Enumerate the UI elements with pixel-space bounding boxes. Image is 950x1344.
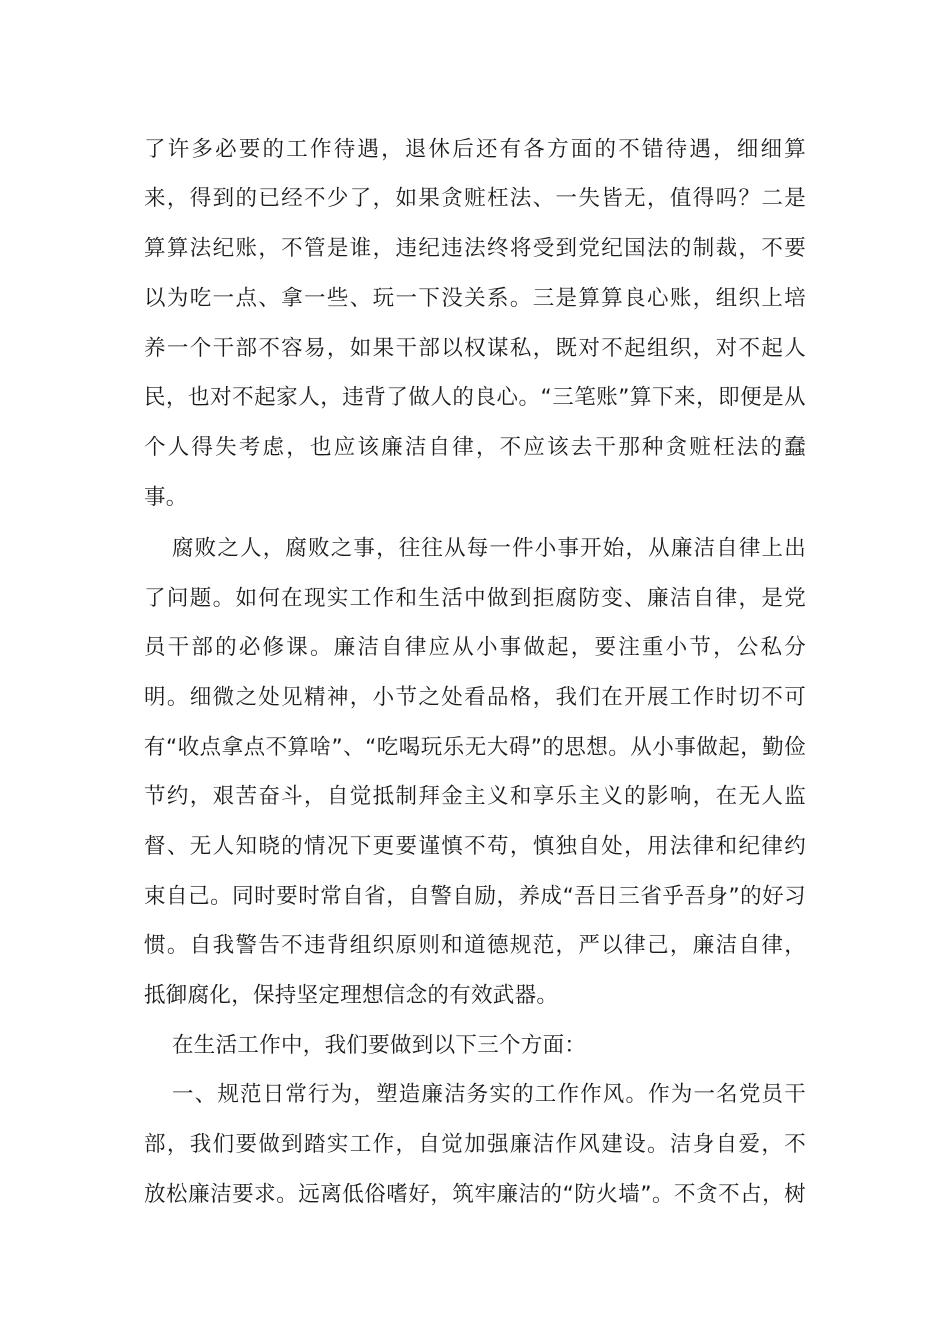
text-line: 了问题。如何在现实工作和生活中做到拒腐防变、廉洁自律，是党 xyxy=(144,586,806,611)
text-line: 事。 xyxy=(144,485,188,510)
text-line: 以为吃一点、拿一些、玩一下没关系。三是算算良心账，组织上培 xyxy=(144,286,806,311)
text-line: 督、无人知晓的情况下更要谨慎不苟，慎独自处，用法律和纪律约 xyxy=(144,834,806,859)
text-line: 节约，艰苦奋斗，自觉抵制拜金主义和享乐主义的影响，在无人监 xyxy=(144,784,806,809)
text-line: 抵御腐化，保持坚定理想信念的有效武器。 xyxy=(144,983,559,1008)
paragraph-first-line: 一、规范日常行为，塑造廉洁务实的工作作风。作为一名党员干 xyxy=(172,1082,806,1107)
text-line: 明。细微之处见精神，小节之处看品格，我们在开展工作时切不可 xyxy=(144,685,806,710)
text-line: 来，得到的已经不少了，如果贪赃枉法、一失皆无，值得吗？二是 xyxy=(144,186,806,211)
text-line: 个人得失考虑，也应该廉洁自律，不应该去干那种贪赃枉法的蠢 xyxy=(144,435,806,460)
text-line: 养一个干部不容易，如果干部以权谋私，既对不起组织，对不起人 xyxy=(144,336,806,361)
text-line: 放松廉洁要求。远离低俗嗜好，筑牢廉洁的“防火墙”。不贪不占，树 xyxy=(144,1182,806,1207)
text-line: 束自己。同时要时常自省，自警自励，养成“吾日三省乎吾身”的好习 xyxy=(144,884,806,909)
text-line: 民，也对不起家人，违背了做人的良心。“三笔账”算下来，即便是从 xyxy=(144,385,806,410)
text-line: 员干部的必修课。廉洁自律应从小事做起，要注重小节，公私分 xyxy=(144,635,806,660)
text-line: 了许多必要的工作待遇，退休后还有各方面的不错待遇，细细算 xyxy=(144,137,806,162)
paragraph-first-line: 在生活工作中，我们要做到以下三个方面： xyxy=(172,1033,587,1058)
paragraph-first-line: 腐败之人，腐败之事，往往从每一件小事开始，从廉洁自律上出 xyxy=(172,536,806,561)
text-line: 有“收点拿点不算啥”、“吃喝玩乐无大碍”的思想。从小事做起，勤俭 xyxy=(144,735,806,760)
text-line: 算算法纪账，不管是谁，违纪违法终将受到党纪国法的制裁，不要 xyxy=(144,236,806,261)
text-line: 惯。自我警告不违背组织原则和道德规范，严以律己，廉洁自律， xyxy=(144,933,806,958)
text-line: 部，我们要做到踏实工作，自觉加强廉洁作风建设。洁身自爱，不 xyxy=(144,1132,806,1157)
